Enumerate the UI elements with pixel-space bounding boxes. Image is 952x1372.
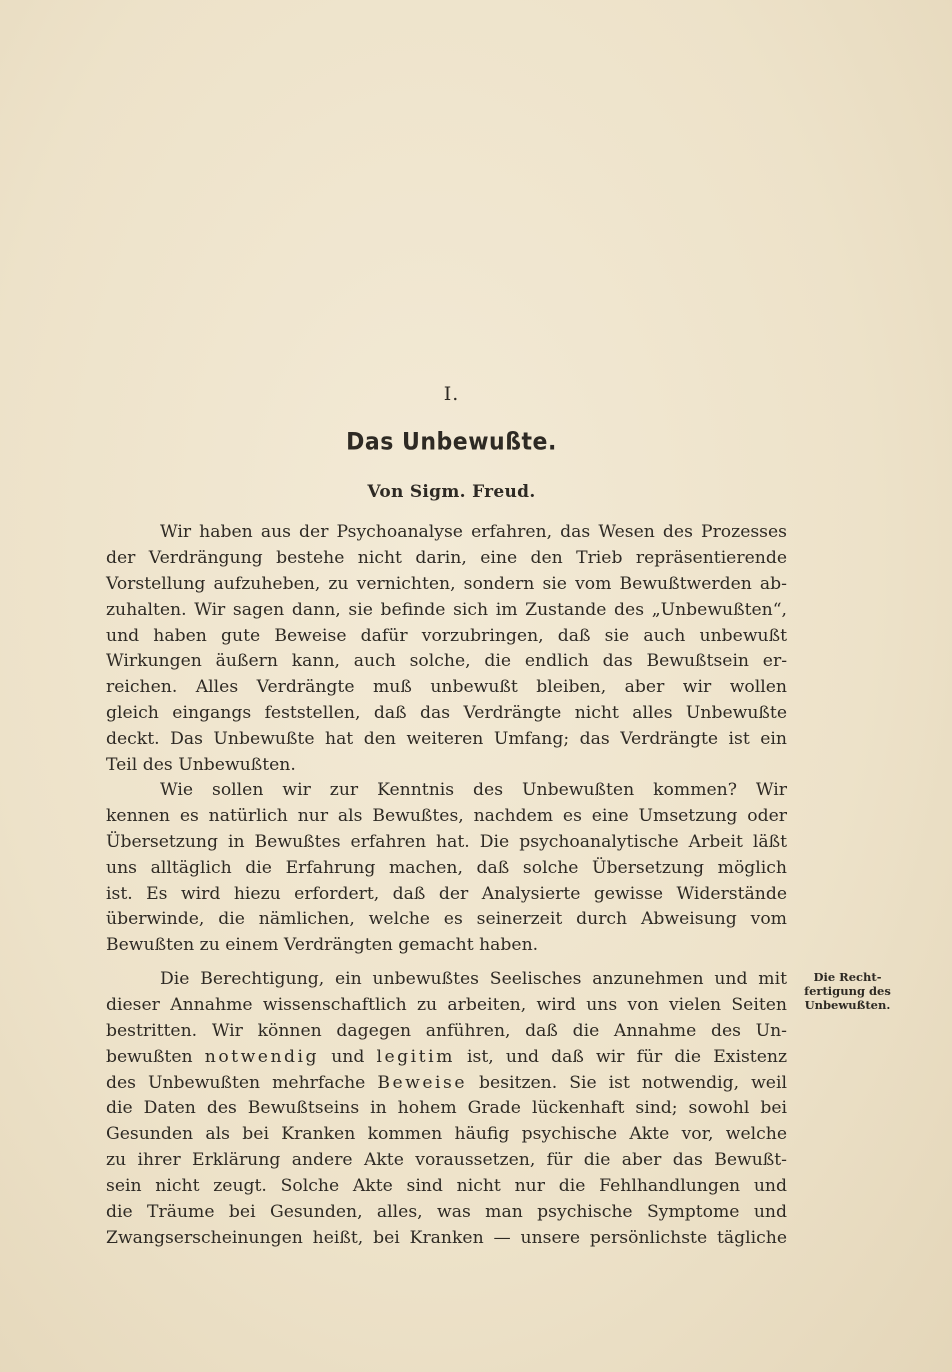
margin-note	[800, 970, 895, 1012]
text-line-spaced	[106, 1071, 787, 1097]
text-line: dieser Annahme wissenschaftlich zu arbeiten, wird uns von vielen Seiten	[106, 994, 787, 1015]
text-line: zuhalten. Wir sagen dann, sie befinde sich im Zustande des „Unbewußten“,	[106, 599, 787, 620]
text-fragment: bewußten	[106, 1046, 193, 1067]
article-title: Das Unbewußte.	[346, 429, 557, 456]
text-fragment: ist, und daß wir für die Existenz	[467, 1046, 787, 1067]
text-line: Gesunden als bei Kranken kommen häufig psychische Akte vor, welche	[106, 1124, 787, 1145]
text-line: Übersetzung in Bewußtes erfahren hat. Die psychoanalytische Arbeit läßt	[106, 831, 787, 852]
text-line: ist. Es wird hiezu erfordert, daß der Analysierte gewisse Widerstände	[106, 883, 787, 904]
chapter-number: I.	[443, 383, 460, 405]
text-line: Bewußten zu einem Verdrängten gemacht haben.	[106, 935, 539, 956]
emphasis-beweise: Beweise	[377, 1072, 468, 1093]
text-line: zu ihrer Erklärung andere Akte voraussetzen, für die aber das Bewußt-	[106, 1150, 787, 1171]
text-line: überwinde, die nämlichen, welche es seinerzeit durch Abweisung vom	[106, 909, 787, 930]
text-line: Wie sollen wir zur Kenntnis des Unbewußten kommen? Wir	[160, 780, 787, 800]
text-line: Wirkungen äußern kann, auch solche, die endlich das Bewußtsein er-	[106, 651, 787, 672]
text-fragment: und	[331, 1046, 365, 1067]
author-line: Von Sigm. Freud.	[367, 482, 536, 502]
text-line: deckt. Das Unbewußte hat den weiteren Umfang; das Verdrängte ist ein	[106, 729, 787, 750]
text-line: die Daten des Bewußtseins in hohem Grade lückenhaft sind; sowohl bei	[106, 1098, 787, 1119]
text-line: Teil des Unbewußten.	[106, 755, 296, 776]
text-line: kennen es natürlich nur als Bewußtes, nachdem es eine Umsetzung oder	[106, 805, 787, 826]
paragraph-3	[106, 967, 787, 1252]
text-line: uns alltäglich die Erfahrung machen, daß solche Übersetzung möglich	[106, 857, 787, 878]
text-line: gleich eingangs feststellen, daß das Verdrängte nicht alles Unbewußte	[106, 703, 787, 724]
text-fragment: des Unbewußten mehrfache	[106, 1072, 366, 1093]
margin-note-line: fertigung des	[804, 984, 891, 998]
text-line: sein nicht zeugt. Solche Akte sind nicht nur die Fehlhandlungen und	[106, 1176, 787, 1197]
text-line: die Träume bei Gesunden, alles, was man psychische Symptome und	[106, 1202, 787, 1223]
text-line: Die Berechtigung, ein unbewußtes Seelisches anzunehmen und mit	[160, 969, 787, 989]
text-line: Vorstellung aufzuheben, zu vernichten, sondern sie vom Bewußtwerden ab-	[106, 573, 787, 594]
paragraph-1	[106, 520, 787, 779]
paragraph-2	[106, 778, 787, 959]
emphasis-legitim: legitim	[376, 1046, 455, 1067]
text-line: Zwangserscheinungen heißt, bei Kranken — unsere persönlichste tägliche	[106, 1227, 787, 1248]
text-line-spaced	[106, 1045, 787, 1071]
emphasis-notwendig: notwendig	[204, 1046, 320, 1067]
margin-note-line: Die Recht-	[813, 970, 882, 984]
text-line: und haben gute Beweise dafür vorzubringen, daß sie auch unbewußt	[106, 625, 787, 646]
text-line: Wir haben aus der Psychoanalyse erfahren, das Wesen des Prozesses	[160, 522, 787, 542]
text-line: reichen. Alles Verdrängte muß unbewußt bleiben, aber wir wollen	[106, 677, 787, 698]
margin-note-line: Unbewußten.	[804, 998, 891, 1012]
text-line: der Verdrängung bestehe nicht darin, eine den Trieb repräsentierende	[106, 547, 787, 568]
text-fragment: besitzen. Sie ist notwendig, weil	[479, 1072, 787, 1093]
text-line: bestritten. Wir können dagegen anführen, daß die Annahme des Un-	[106, 1020, 787, 1041]
